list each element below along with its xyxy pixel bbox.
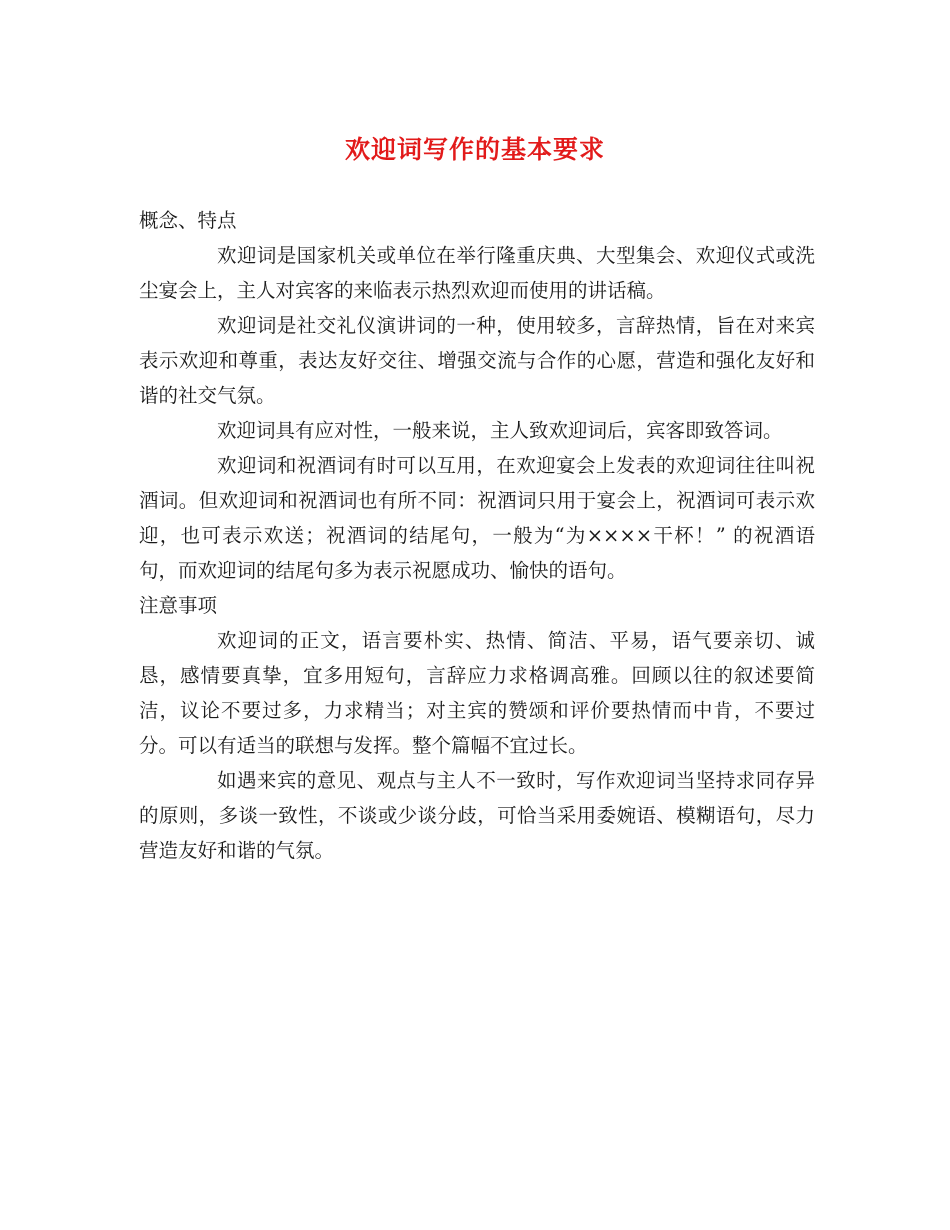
paragraph: 如遇来宾的意见、观点与主人不一致时，写作欢迎词当坚持求同存异的原则，多谈一致性，不谈或少谈分歧，可恰当采用委婉语、模糊语句，尽力营造友好和谐的气氛。 (139, 769, 815, 862)
document-body (139, 203, 815, 868)
paragraph: 欢迎词是国家机关或单位在举行隆重庆典、大型集会、欢迎仪式或洗尘宴会上，主人对宾客的来临表示热烈欢迎而使用的讲话稿。 (139, 244, 815, 302)
paragraph: 欢迎词和祝酒词有时可以互用，在欢迎宴会上发表的欢迎词往往叫祝酒词。但欢迎词和祝酒词也有所不同：祝酒词只用于宴会上，祝酒词可表示欢迎，也可表示欢送；祝酒词的结尾句，一般为“为××××干杯！” 的祝酒语句，而欢迎词的结尾句多为表示祝愿成功、愉快的语句。 (139, 454, 815, 582)
section-heading-notes: 注意事项 (139, 594, 218, 617)
paragraph: 欢迎词是社交礼仪演讲词的一种，使用较多，言辞热情，旨在对来宾表示欢迎和尊重，表达友好交往、增强交流与合作的心愿，营造和强化友好和谐的社交气氛。 (139, 314, 815, 407)
paragraph: 欢迎词具有应对性，一般来说，主人致欢迎词后，宾客即致答词。 (217, 419, 783, 442)
document-title: 欢迎词写作的基本要求 (344, 135, 605, 164)
section-heading-concept: 概念、特点 (139, 209, 237, 232)
paragraph: 欢迎词的正文，语言要朴实、热情、简洁、平易，语气要亲切、诚恳，感情要真挚，宜多用短句，言辞应力求格调高雅。回顾以往的叙述要简洁，议论不要过多，力求精当；对主宾的赞颂和评价要热情而中肯，不要过分。可以有适当的联想与发挥。整个篇幅不宜过长。 (139, 629, 815, 757)
